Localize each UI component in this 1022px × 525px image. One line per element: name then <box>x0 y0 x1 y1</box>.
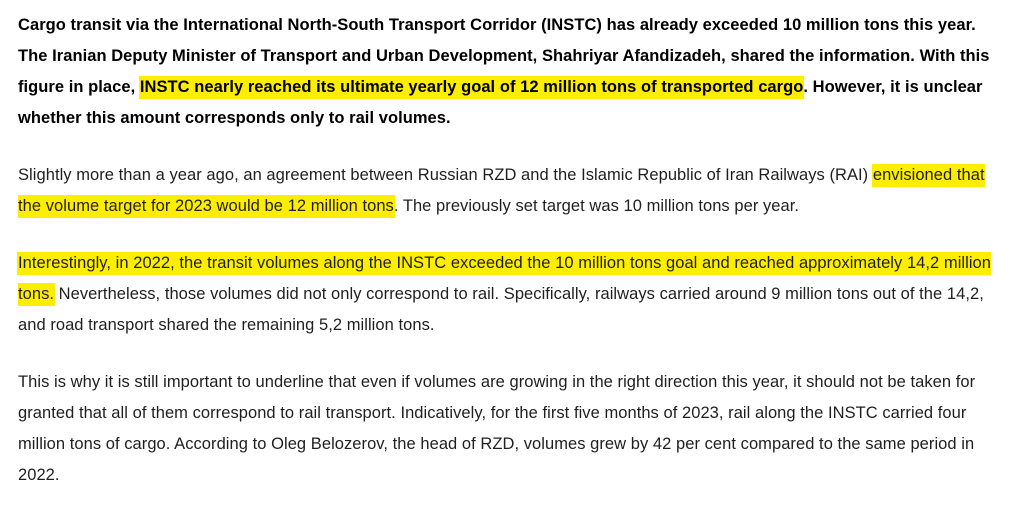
paragraph-four <box>18 367 1004 491</box>
highlighted-text-run: INSTC nearly reached its ultimate yearly goal of 12 million tons of transported cargo <box>139 78 804 96</box>
text-run: Nevertheless, those volumes did not only correspond to rail. Specifically, railways carried around 9 million tons out of the 14,2, and road transport shared the remaining 5,2 million tons. <box>18 285 984 334</box>
text-run: Slightly more than a year ago, an agreement between Russian RZD and the Islamic Republic of Iran Railways (RAI) <box>18 166 873 184</box>
paragraph-lead <box>18 10 1004 134</box>
text-run: . The previously set target was 10 million tons per year. <box>393 197 800 215</box>
paragraph-three <box>18 248 1004 341</box>
text-run: This is why it is still important to underline that even if volumes are growing in the right direction this year, it should not be taken for granted that all of them correspond to rail transport. Indicatively, for the first five months of 2023, rail along the INSTC carried four million tons of cargo. According to Oleg Belozerov, the head of RZD, volumes grew by 42 per cent compared to the same period in 2022. <box>18 373 976 484</box>
highlighted-text-run: envisioned that the volume target for 2023 would be 12 million tons <box>18 166 985 215</box>
paragraph-two <box>18 160 1004 222</box>
highlighted-text-run: Interestingly, in 2022, the transit volumes along the INSTC exceeded the 10 million tons goal and reached approximately 14,2 million tons. <box>18 254 992 303</box>
text-run: Cargo transit via the International North-South Transport Corridor (INSTC) has already exceeded 10 million tons this year. The Iranian Deputy Minister of Transport and Urban Development, Shahriyar Afandizadeh, shared the information. With this figure in place, <box>18 16 990 96</box>
text-run: . However, it is unclear whether this amount corresponds only to rail volumes. <box>18 78 983 127</box>
